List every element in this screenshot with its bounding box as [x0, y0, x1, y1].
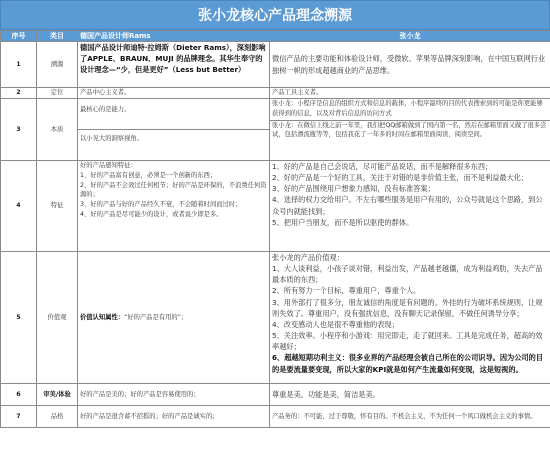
table-header-row: [1, 31, 550, 42]
rams-cell: [78, 99, 270, 161]
zxl-line: 张小龙的产品价值观：: [272, 253, 344, 262]
table-row: [1, 252, 550, 384]
zxl-cell: [270, 252, 550, 384]
zxl-line: 6、超越短期功利主义：很多业界的产品经理会被自己所在的公司识导。因为公司的目的是要流量要变现，所以大家的KPI就是如何产生流量如何变现，这是短视的。: [272, 353, 543, 374]
header-zxl: 张小龙: [270, 31, 550, 42]
rams-line: 最核心的是能力。: [80, 106, 131, 113]
zxl-line: 5、关注效率。小程序和小游戏：用完即走，走了就回来。工具是完成任务，超高的效率越好；: [272, 331, 543, 352]
row-category: 定位: [37, 88, 78, 99]
table-row: [1, 161, 550, 252]
row-category: 价值观: [37, 252, 78, 384]
zxl-line: 1、好的产品是自己会说话，尽可能产品说话，而不是解释很多东西；: [272, 162, 493, 171]
header-no: 序号: [1, 31, 37, 42]
row-number: 2: [1, 88, 37, 99]
rams-line: 4、好的产品是尽可能少的设计，或者说少即是多。: [80, 210, 223, 218]
row-number: 5: [1, 252, 37, 384]
rams-line: 3、好的产品与好的产品经久不衰，不会随着时间而过时；: [80, 201, 242, 208]
zxl-cell: 产品务的：不可能，过于尊敬，怀有目的。不机会主义，不为任何一个风口做机会主义的事情。: [270, 406, 550, 428]
rams-cell: 好的产品是很含蓄不招摇的；好的产品是诚实的；: [78, 406, 270, 428]
zxl-line: 5、把用户当朋友，而不是所以驱使的群体。: [272, 217, 414, 227]
table-row: [1, 406, 550, 428]
row-number: 4: [1, 161, 37, 252]
table-row: [1, 42, 550, 88]
zxl-line: 2、好的产品是一个好的工具，关注于对错的是非价值主张，而不是利益最大化；: [272, 173, 529, 183]
zxl-line: 3、好的产品围绕用户想象力感知，没有标准答案；: [272, 184, 435, 194]
rams-cell: [78, 161, 270, 252]
row-number: 6: [1, 384, 37, 406]
zxl-cell: [270, 99, 550, 161]
comparison-table: [0, 30, 550, 428]
rams-cell: 产品中心主义者。: [78, 88, 270, 99]
row-category: 本质: [37, 99, 78, 161]
zxl-cell: 尊重是美，功能是美，简洁是美。: [270, 384, 550, 406]
zxl-line: 3、用外部打了很多分，朋友诚信的角度是有问题的。外挂的行为破坏系统规则，让规则失效了。尊重用户，没有强扰信息，没有聊天记录保留，不做任何诱导分享；: [272, 297, 543, 318]
table-row: [1, 99, 550, 161]
row-category: 溯源: [37, 42, 78, 88]
zxl-line: 1、大人谈利益，小孩子谈对错，利益出发，产品越老越僵，成为利益鸡肋，失去产品最本质的东西；: [272, 264, 543, 285]
row-number: 1: [1, 42, 37, 88]
zxl-line: 4、选择的权力交给用户。不左右哪些服务是用户有用的，公众号就是这个思路，到公众号内就能找到；: [272, 195, 543, 216]
rams-cell: [78, 252, 270, 384]
rams-text: 德国产品设计师迪特·拉姆斯（Dieter Rams），深刻影响了APPLE、BRAUN、MUJI 的品牌理念。其华生奉守的设计理念—“少，但是更好”（Less but Better）: [80, 43, 266, 75]
table-row: [1, 88, 550, 99]
row-number: 7: [1, 406, 37, 428]
rams-value-text: “好的产品是有用的”；: [124, 313, 188, 321]
rams-line: 以小见大的洞察视角。: [78, 129, 269, 144]
rams-value-label: 价值认知属性：: [80, 313, 125, 321]
zxl-cell: 微信产品的主要功能和体验设计师，受微软、苹果等品牌深刻影响，在中国互联网行业独树一帜的形成超越商业的产品思维。: [270, 42, 550, 88]
row-number: 3: [1, 99, 37, 161]
rams-line: 好的产品感知特征：: [80, 162, 137, 169]
rams-line: 2、好的产品不会效过任何相节；好的产品是环保的，不浪费任何资源的；: [80, 181, 267, 199]
zxl-cell: [270, 161, 550, 252]
zxl-line-highlight: 张小龙：在微信上线之前一年里，我们把QQ邮箱做到了国内第一名，然后在邮箱里面又做了很多尝试，包括漂流瓶等等，包括我花了一年多的时间在邮箱里面阅读，阅读空间。: [270, 120, 550, 141]
zxl-line: 2、所有努力一个目标，尊重用户，尊重个人。: [272, 286, 421, 296]
zxl-line: 张小龙：小程序是信息的组织方式和信息的载体，小程序最终的目的代表搜索到的可能是你更能够获得到的信息，以及对背后信息的访问方式: [272, 100, 543, 117]
row-category: 审美/体验: [37, 384, 78, 406]
row-category: 品格: [37, 406, 78, 428]
rams-cell: [78, 42, 270, 88]
zxl-line: 4、改变感动人也是很不尊重他的表现；: [272, 319, 399, 329]
rams-cell: 好的产品是美的；好的产品是容易使用的；: [78, 384, 270, 406]
row-category: 特征: [37, 161, 78, 252]
zxl-cell: 产品工具主义者。: [270, 88, 550, 99]
table-row: [1, 384, 550, 406]
header-category: 类目: [37, 31, 78, 42]
header-rams: 德国产品设计师Rams: [78, 31, 270, 42]
rams-line: 1、好的产品富有创意，必须是一个创新的东西；: [80, 171, 217, 179]
page-title: 张小龙核心产品理念溯源: [0, 0, 550, 30]
